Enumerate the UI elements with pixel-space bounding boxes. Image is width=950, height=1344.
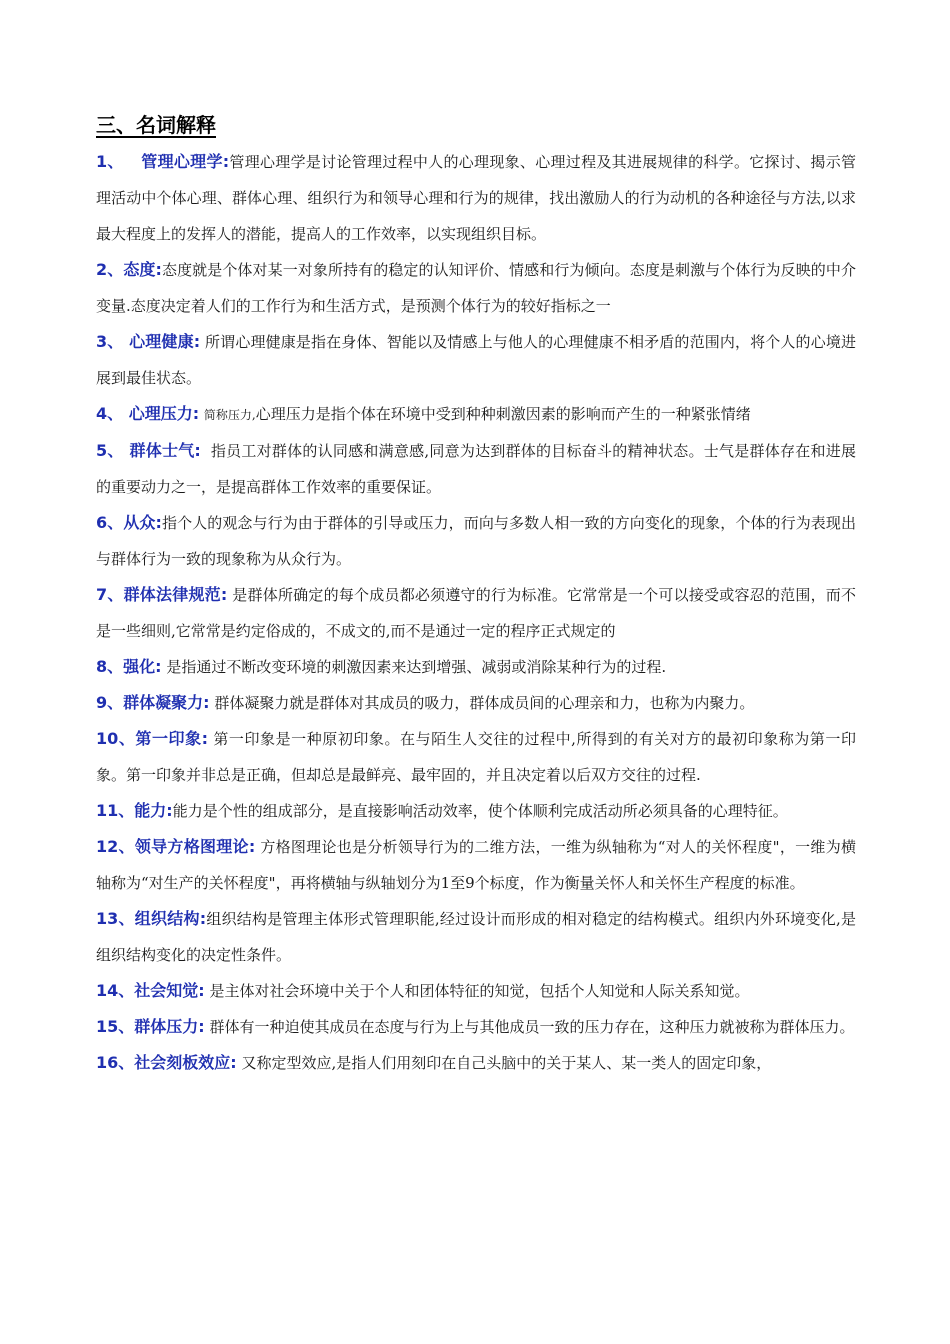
definition-entry-1 (96, 144, 856, 252)
definition-prefix: 简称压力, (203, 408, 256, 422)
definition-entry-13 (96, 901, 856, 973)
definition-text: 所谓心理健康是指在身体、智能以及情感上与他人的心理健康不相矛盾的范围内，将个人的心境进展到最佳状态。 (96, 333, 856, 387)
definition-entry-4 (96, 396, 856, 433)
definition-entry-7 (96, 577, 856, 649)
definition-text: 群体有一种迫使其成员在态度与行为上与其他成员一致的压力存在，这种压力就被称为群体压力。 (209, 1018, 855, 1036)
definition-entry-14 (96, 973, 856, 1009)
term-label: 8、强化: (96, 657, 162, 676)
definition-entry-9 (96, 685, 856, 721)
definition-entry-12 (96, 829, 856, 901)
definition-entry-6 (96, 505, 856, 577)
term-label: 10、第一印象: (96, 729, 209, 748)
definition-text: 心理压力是指个体在环境中受到种种刺激因素的影响而产生的一种紧张情绪 (255, 405, 751, 423)
term-label: 16、社会刻板效应: (96, 1053, 237, 1072)
term-label: 13、组织结构: (96, 909, 207, 928)
definition-entry-8 (96, 649, 856, 685)
definition-entry-15 (96, 1009, 856, 1045)
term-label: 7、群体法律规范: (96, 585, 228, 604)
definition-entry-2 (96, 252, 856, 324)
definition-text: 态度就是个体对某一对象所持有的稳定的认知评价、情感和行为倾向。态度是刺激与个体行为反映的中介变量.态度决定着人们的工作行为和生活方式，是预测个体行为的较好指标之一 (96, 261, 856, 315)
term-label: 11、能力: (96, 801, 173, 820)
term-label: 9、群体凝聚力: (96, 693, 210, 712)
definition-text: 群体凝聚力就是群体对其成员的吸力，群体成员间的心理亲和力，也称为内聚力。 (214, 694, 755, 712)
term-label: 2、态度: (96, 260, 162, 279)
definition-entry-3 (96, 324, 856, 396)
definition-text: 方格图理论也是分析领导行为的二维方法，一维为纵轴称为“对人的关怀程度"，一维为横轴称为“对生产的关怀程度"，再将横轴与纵轴划分为1至9个标度，作为衡量关怀人和关怀生产程度的标准。 (96, 838, 856, 892)
definition-text: 组织结构是管理主体形式管理职能,经过设计而形成的相对稳定的结构模式。组织内外环境变化,是组织结构变化的决定性条件。 (96, 910, 856, 964)
term-label: 6、从众: (96, 513, 162, 532)
term-label: 5、 群体士气: (96, 441, 201, 460)
definition-text: 是主体对社会环境中关于个人和团体特征的知觉，包括个人知觉和人际关系知觉。 (209, 982, 750, 1000)
definition-text: 指个人的观念与行为由于群体的引导或压力，而向与多数人相一致的方向变化的现象，个体的行为表现出与群体行为一致的现象称为从众行为。 (96, 514, 856, 568)
term-label: 1、 管理心理学: (96, 152, 230, 171)
definition-entry-11 (96, 793, 856, 829)
definition-entry-10 (96, 721, 856, 793)
document-page (96, 108, 856, 1081)
term-label: 15、群体压力: (96, 1017, 205, 1036)
definition-text: 第一印象是一种原初印象。在与陌生人交往的过程中,所得到的有关对方的最初印象称为第一印象。第一印象并非总是正确，但却总是最鲜亮、最牢固的，并且决定着以后双方交往的过程. (96, 730, 856, 784)
term-label: 14、社会知觉: (96, 981, 205, 1000)
term-label: 3、 心理健康: (96, 332, 201, 351)
definition-text: 管理心理学是讨论管理过程中人的心理现象、心理过程及其进展规律的科学。它探讨、揭示管理活动中个体心理、群体心理、组织行为和领导心理和行为的规律，找出激励人的行为动机的各种途径与方法,以求最大程度上的发挥人的潜能，提高人的工作效率，以实现组织目标。 (96, 153, 856, 243)
section-heading: 三、名词解释 (96, 113, 216, 137)
definition-text: 能力是个性的组成部分，是直接影响活动效率，使个体顺利完成活动所必须具备的心理特征。 (172, 802, 788, 820)
term-label: 4、 心理压力: (96, 404, 200, 423)
definition-entry-16 (96, 1045, 856, 1081)
definition-entry-5 (96, 433, 856, 505)
definition-text: 又称定型效应,是指人们用刻印在自己头脑中的关于某人、某一类人的固定印象， (241, 1054, 772, 1072)
definition-text: 是指通过不断改变环境的刺激因素来达到增强、减弱或消除某种行为的过程. (166, 658, 667, 676)
definition-text: 是群体所确定的每个成员都必须遵守的行为标准。它常常是一个可以接受或容忍的范围，而不是一些细则,它常常是约定俗成的，不成文的,而不是通过一定的程序正式规定的 (96, 586, 857, 640)
definition-text: 指员工对群体的认同感和满意感,同意为达到群体的目标奋斗的精神状态。士气是群体存在和进展的重要动力之一，是提高群体工作效率的重要保证。 (96, 442, 856, 496)
term-label: 12、领导方格图理论: (96, 837, 256, 856)
